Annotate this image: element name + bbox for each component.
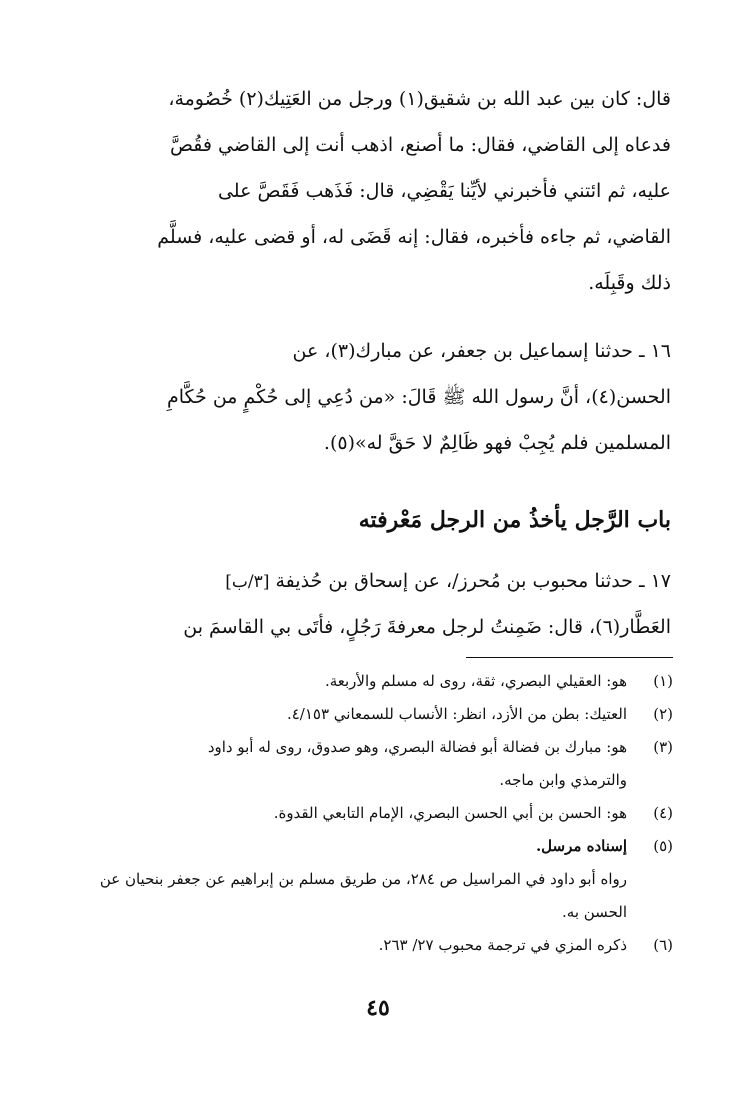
text-line: المسلمين فلم يُجِبْ فهو ظَالِمٌ لا حَقَّ له»(٥). — [323, 432, 671, 454]
text-line: الحسن(٤)، أنَّ رسول الله ﷺ قَالَ: «من دُعِي إلى حُكْمٍ من حُكَّامِ — [166, 386, 671, 408]
footnote: (٤) هو: الحسن بن أبي الحسن البصري، الإمام التابعي القدوة. — [80, 797, 673, 830]
text-line: ذلك وقَبِلَه. — [588, 272, 671, 294]
footnote: (٣) هو: مبارك بن فضالة أبو فضالة البصري، وهو صدوق، روى له أبو داود والترمذي وابن ماجه. — [80, 731, 673, 797]
text-line: القاضي، ثم جاءه فأخبره، فقال: إنه قَضَى له، أو قضى عليه، فسلَّم — [157, 226, 671, 248]
footnote-number: (٦) — [653, 936, 673, 954]
folio-reference: [٣/ب] — [225, 572, 270, 592]
footnote: (٥) إسناده مرسل. — [80, 830, 673, 863]
footnote-divider — [466, 657, 673, 658]
footnote-number: (٣) — [653, 738, 673, 756]
paragraph-1 — [80, 76, 671, 306]
text-line: العَطَّار(٦)، قال: ضَمِنتُ لرجل معرفةَ رَجُلٍ، فأتَى بي القاسمَ بن — [183, 616, 671, 638]
footnote: (١) هو: العقيلي البصري، ثقة، روى له مسلم والأربعة. — [80, 665, 673, 698]
footnote-number: (٥) — [653, 837, 673, 855]
footnote: (٦) ذكره المزي في ترجمة محبوب ٢٧/ ٢٦٣. — [80, 929, 673, 962]
footnote-continuation: رواه أبو داود في المراسيل ص ٢٨٤، من طريق مسلم بن إبراهيم عن جعفر بنحيان عن الحسن به. — [99, 870, 627, 921]
footnote-number: (٢) — [653, 705, 673, 723]
text-line: فدعاه إلى القاضي، فقال: ما أصنع، اذهب أنت إلى القاضي فقُصَّ — [169, 134, 671, 156]
hadith-16 — [80, 328, 671, 466]
footnotes — [80, 665, 673, 962]
text-line: عليه، ثم ائتني فأخبرني لأيِّنا يَقْضِي، قال: فَذَهب فَقَصَّ على — [217, 180, 671, 202]
page-number: ٤٥ — [366, 995, 390, 1021]
footnote: (٢) العتيك: بطن من الأزد، انظر: الأنساب للسمعاني ٤/١٥٣. — [80, 698, 673, 731]
footnote-number: (١) — [653, 672, 673, 690]
hadith-17 — [80, 558, 671, 650]
footnote-number: (٤) — [653, 804, 673, 822]
text-line: ١٦ ـ حدثنا إسماعيل بن جعفر، عن مبارك(٣)، عن — [292, 340, 671, 362]
text-line: قال: كان بين عبد الله بن شقيق(١) ورجل من العَتِيك(٢) خُصُومة، — [168, 88, 671, 110]
chapter-heading: باب الرَّجل يأخذُ من الرجل مَعْرفته — [358, 507, 671, 533]
text-line: ١٧ ـ حدثنا محبوب بن مُحرز/، عن إسحاق بن حُذيفة [٣/ب] — [225, 570, 671, 592]
